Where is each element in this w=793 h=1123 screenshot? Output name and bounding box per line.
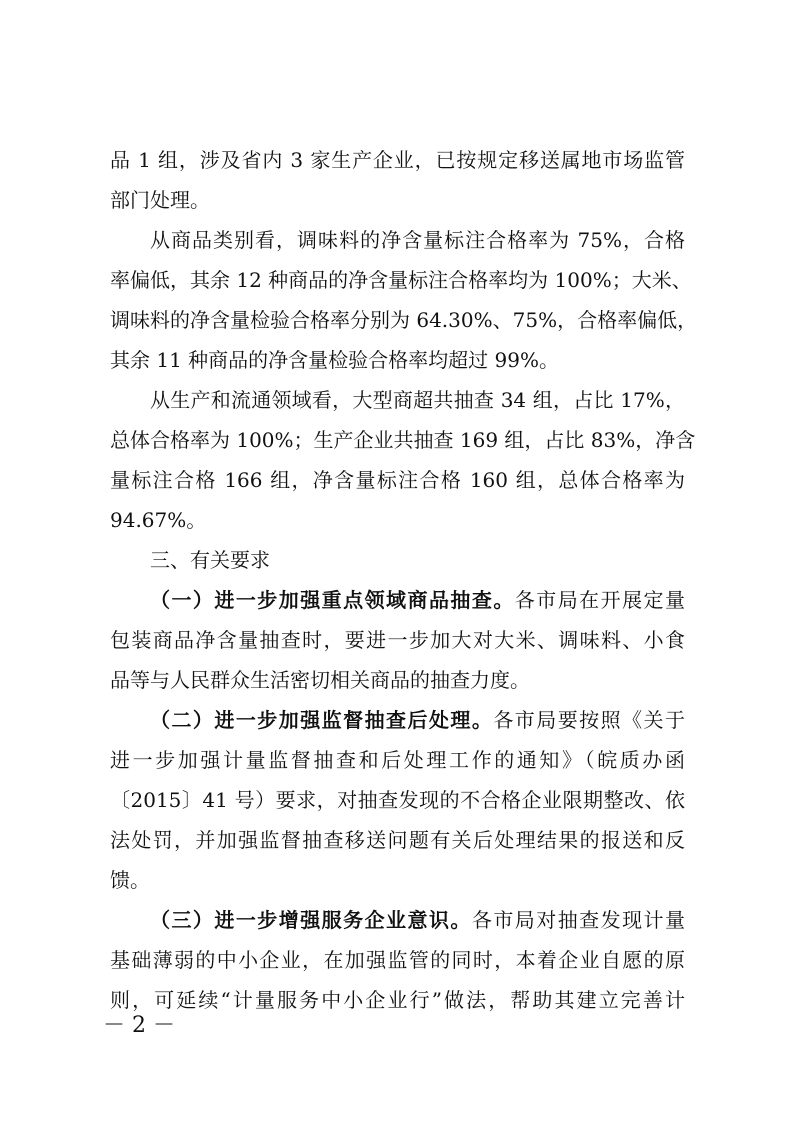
requirement-lead: （三）进一步增强服务企业意识。 — [150, 908, 472, 932]
requirement-text: 各市局在开展定量 — [514, 588, 686, 612]
paragraph-line: 量标注合格 166 组，净含量标注合格 160 组，总体合格率为 — [110, 468, 685, 492]
requirement-line — [150, 705, 685, 735]
requirement-text: 各市局对抽查发现计量 — [471, 908, 685, 932]
paragraph-line: 率偏低，其余 12 种商品的净含量标注合格率均为 100%；大米、 — [110, 268, 692, 292]
requirement-line: 品等与人民群众生活密切相关商品的抽查力度。 — [110, 668, 530, 692]
paragraph-line: 其余 11 种商品的净含量检验合格率均超过 99%。 — [110, 348, 559, 372]
requirement-line — [150, 905, 685, 935]
paragraph-line: 总体合格率为 100%；生产企业共抽查 169 组，占比 83%，净含 — [110, 428, 696, 452]
page-number: － 2 － — [103, 1013, 175, 1038]
requirement-lead: （二）进一步加强监督抽查后处理。 — [150, 708, 494, 732]
requirement-text: 各市局要按照《关于 — [493, 708, 686, 732]
paragraph-line: 从生产和流通领域看，大型商超共抽查 34 组，占比 17%， — [150, 388, 685, 412]
paragraph-line: 部门处理。 — [110, 188, 210, 212]
section-heading: 三、有关要求 — [150, 548, 270, 572]
requirement-line: 〔2015〕41 号）要求，对抽查发现的不合格企业限期整改、依 — [110, 788, 685, 812]
requirement-line: 馈。 — [110, 868, 150, 892]
requirement-line: 法处罚，并加强监督抽查移送问题有关后处理结果的报送和反 — [110, 828, 685, 852]
requirement-line: 基础薄弱的中小企业，在加强监管的同时，本着企业自愿的原 — [110, 948, 685, 972]
requirement-line: 包装商品净含量抽查时，要进一步加大对大米、调味料、小食 — [110, 628, 685, 652]
paragraph-line: 品 1 组，涉及省内 3 家生产企业，已按规定移送属地市场监管 — [110, 148, 685, 172]
paragraph-line: 94.67%。 — [110, 508, 207, 532]
paragraph-line: 从商品类别看，调味料的净含量标注合格率为 75%，合格 — [150, 228, 685, 252]
requirement-lead: （一）进一步加强重点领域商品抽查。 — [150, 588, 515, 612]
requirement-line — [150, 585, 685, 615]
requirement-line: 进一步加强计量监督抽查和后处理工作的通知》（皖质办函 — [110, 748, 685, 772]
paragraph-line: 调味料的净含量检验合格率分别为 64.30%、75%，合格率偏低， — [110, 308, 698, 332]
requirement-line: 则，可延续“计量服务中小企业行”做法，帮助其建立完善计 — [110, 988, 685, 1012]
